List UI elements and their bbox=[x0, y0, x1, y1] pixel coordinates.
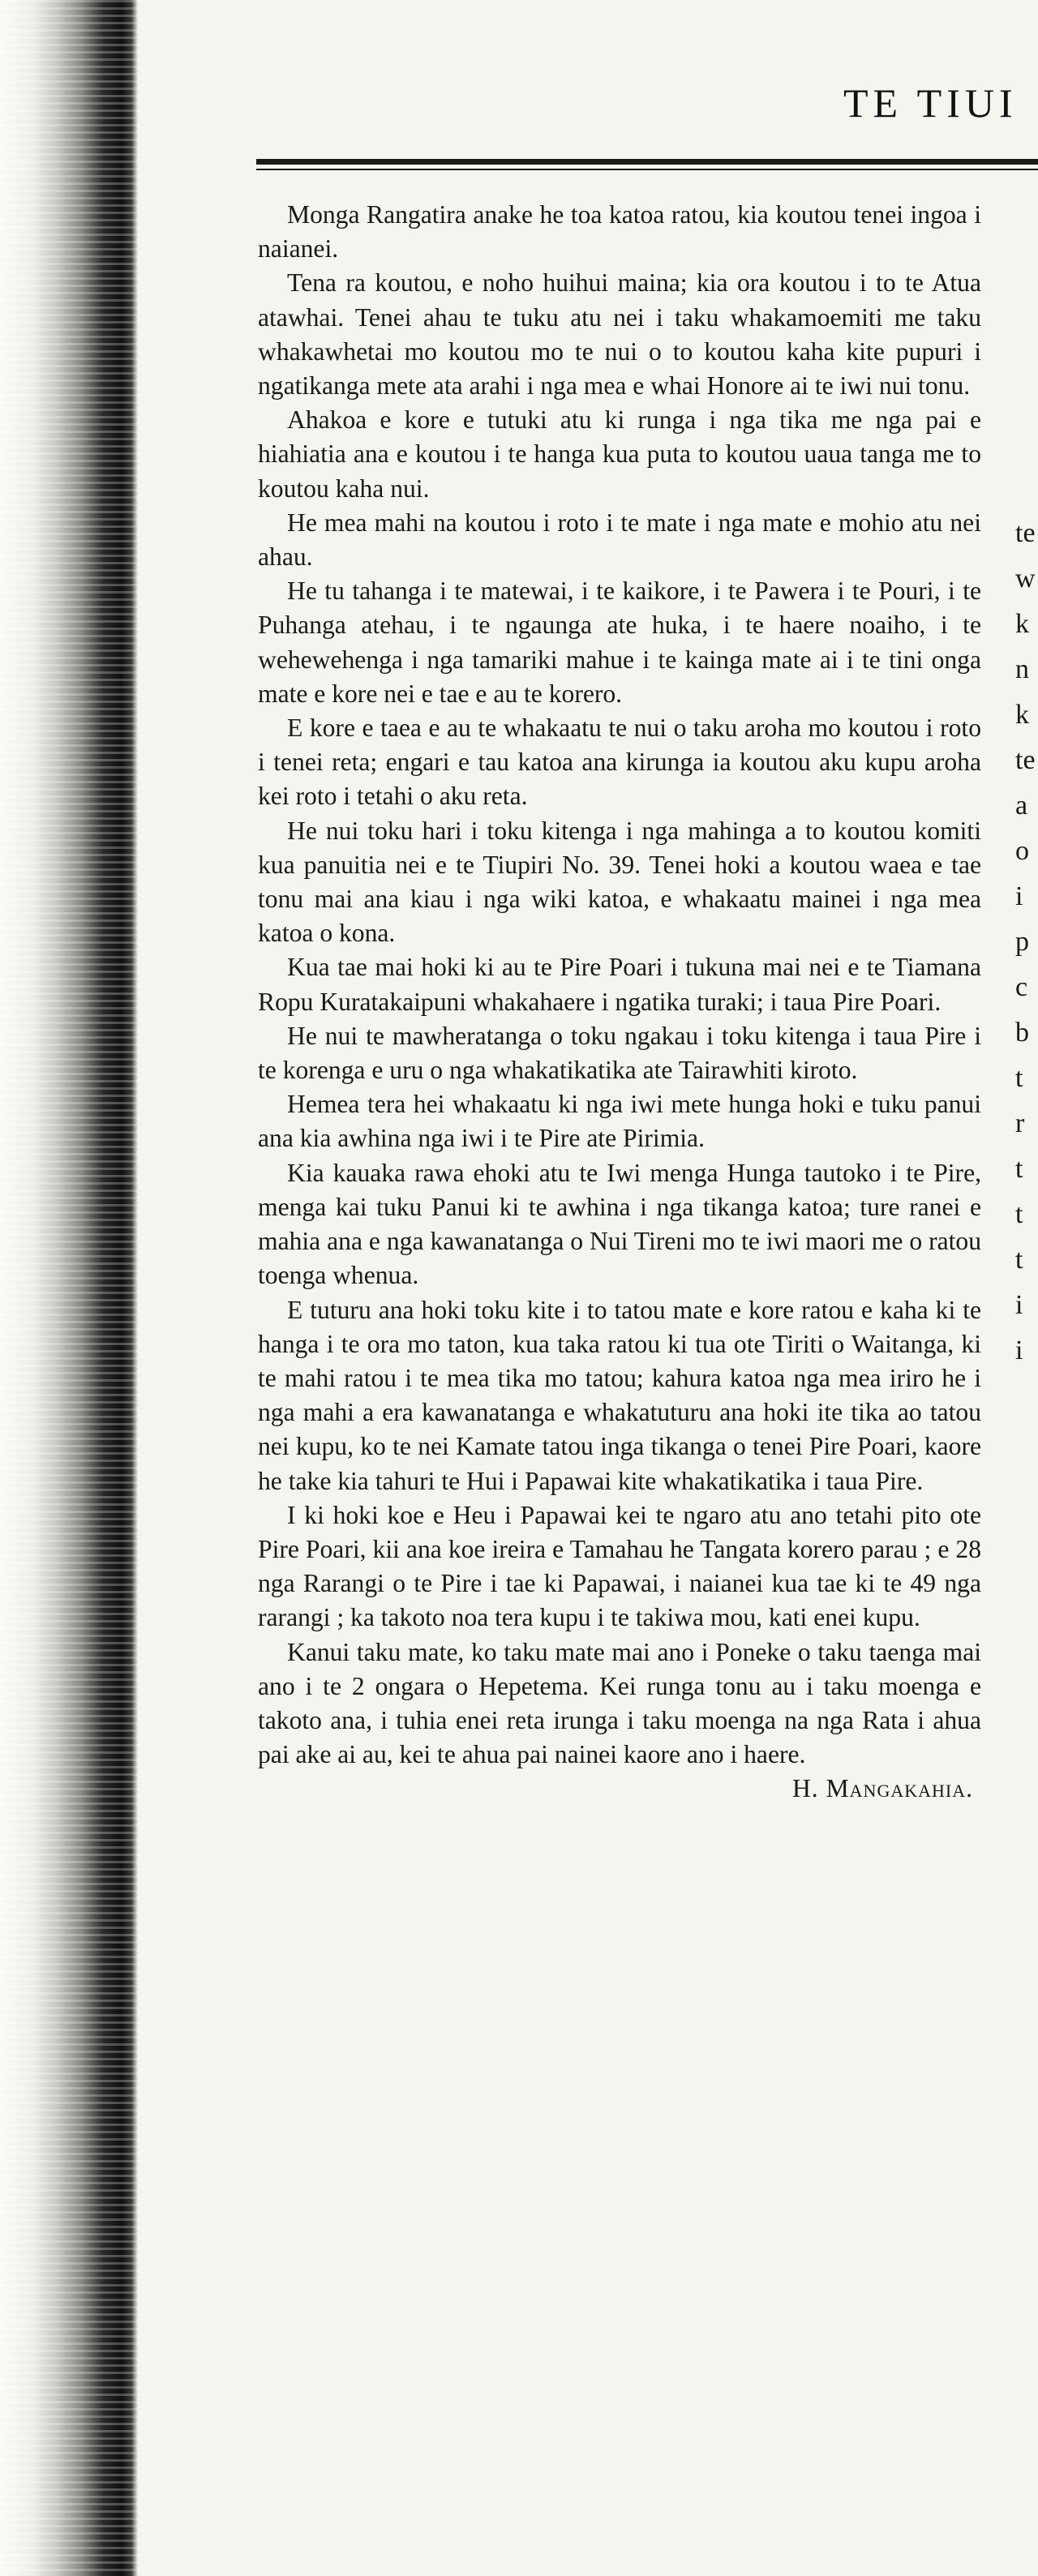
column-fragment-line: i bbox=[1015, 1335, 1023, 1365]
column-fragment-line: k bbox=[1015, 609, 1029, 639]
article-paragraph: I ki hoki koe e Heu i Papawai kei te ngaro atu ano tetahi pito ote Pire Poari, kii ana koe ireira e Tamahau he Tangata korero parau ; e 28 nga Rarangi o te Pire i tae ki Papawai, i naianei kua tae ki te 49 nga rarangi ; ka takoto noa tera kupu i te takiwa mou, kati enei kupu. bbox=[258, 1500, 981, 1632]
header-rule-thick bbox=[256, 159, 1038, 165]
article-column bbox=[258, 198, 981, 1807]
column-fragment-line: t bbox=[1015, 1245, 1023, 1275]
article-paragraph: He nui toku hari i toku kitenga i nga mahinga a to koutou komiti kua panuitia nei e te Tiupiri No. 39. Tenei hoki a koutou waea e tae tonu mai ana kiau i nga wiki katoa, e whakaatu mainei i nga mea katoa o kona. bbox=[258, 816, 981, 948]
article-paragraph: Tena ra koutou, e noho huihui maina; kia ora koutou i to te Atua atawhai. Tenei ahau te tuku atu nei i taku whakamoemiti me taku whakawhetai mo koutou mo te nui o to koutou kaha kite pupuri i ngatikanga mete ata arahi i nga mea e whai Honore ai te iwi nui tonu. bbox=[258, 268, 981, 401]
column-fragment-line: b bbox=[1015, 1018, 1029, 1048]
column-fragment-line: w bbox=[1015, 564, 1036, 594]
header-rule-thin bbox=[256, 169, 1038, 170]
column-fragment-line: a bbox=[1015, 791, 1028, 821]
column-fragment-line: t bbox=[1015, 1154, 1023, 1184]
article-paragraph: E tuturu ana hoki toku kite i to tatou mate e kore ratou e kaha ki te hanga i te ora mo taton, kua taka ratou ki tua ote Tiriti o Waitanga, ki te mahi ratou i te mea tika mo tatou; kahura katoa nga mea iriro he i nga mahi a era kawanatanga e whakatuturu ana hoki ite tika ao tatou nei kupu, ko te nei Kamate tatou inga tikanga o tenei Pire Poari, kaore he take kia tahuri te Hui i Papawai kite whakatikatika i taua Pire. bbox=[258, 1295, 981, 1495]
signature: H. Mangakahia. bbox=[791, 1774, 973, 1803]
article-paragraph: E kore e taea e au te whakaatu te nui o taku aroha mo koutou i roto i tenei reta; engari e tau katoa ana kirunga ia koutou aku kupu aroha kei roto i tetahi o aku reta. bbox=[258, 714, 981, 811]
binding-edge bbox=[0, 0, 138, 2576]
column-fragment-line: n bbox=[1015, 654, 1029, 684]
column-fragment-line: i bbox=[1015, 1290, 1023, 1320]
column-fragment-line: t bbox=[1015, 1199, 1023, 1229]
article-paragraph: He mea mahi na koutou i roto i te mate i nga mate e mohio atu nei ahau. bbox=[258, 508, 981, 572]
column-fragment-line: t bbox=[1015, 1063, 1023, 1093]
column-fragment-line: k bbox=[1015, 700, 1029, 730]
article-paragraph: Monga Rangatira anake he toa katoa ratou, kia koutou tenei ingoa i naianei. bbox=[258, 200, 981, 264]
column-fragment-line: o bbox=[1015, 836, 1029, 866]
column-fragment-line: c bbox=[1015, 972, 1028, 1002]
article-paragraph: Hemea tera hei whakaatu ki nga iwi mete hunga hoki e tuku panui ana kia awhina nga iwi i te Pire ate Pirimia. bbox=[258, 1090, 981, 1153]
adjacent-column-fragment bbox=[1015, 511, 1038, 1374]
column-fragment-line: te bbox=[1015, 745, 1036, 775]
article-paragraph: He tu tahanga i te matewai, i te kaikore, i te Pawera i te Pouri, i te Puhanga atehau, i te ngaunga ate huka, i te haere noaiho, i te wehewehenga i nga tamariki mahue i te kainga mate ai i te tini onga mate e kore nei e tae e au te korero. bbox=[258, 576, 981, 708]
column-fragment-line: r bbox=[1015, 1108, 1025, 1138]
column-fragment-line: p bbox=[1015, 927, 1029, 957]
article-paragraph: Kanui taku mate, ko taku mate mai ano i Poneke o taku taenga mai ano i te 2 ongara o Hepetema. Kei runga tonu au i taku moenga e takoto ana, i tuhia enei reta irunga i taku moenga na nga Rata i ahua pai ake ai au, kei te ahua pai nainei kaore ano i haere. bbox=[258, 1637, 981, 1769]
column-fragment-line: te bbox=[1015, 518, 1036, 548]
masthead-title: TE TIUI bbox=[843, 80, 1018, 126]
article-paragraph: Kua tae mai hoki ki au te Pire Poari i tukuna mai nei e te Tiamana Ropu Kuratakaipuni whakahaere i ngatika turaki; i taua Pire Poari. bbox=[258, 953, 981, 1016]
article-paragraph: Ahakoa e kore e tutuki atu ki runga i nga tika me nga pai e hiahiatia ana e koutou i te hanga kua puta to koutou uaua tanga me to koutou kaha nui. bbox=[258, 405, 981, 503]
column-fragment-line: i bbox=[1015, 881, 1023, 911]
article-paragraph: Kia kauaka rawa ehoki atu te Iwi menga Hunga tautoko i te Pire, menga kai tuku Panui ki te awhina i nga tikanga katoa; ture ranei e mahia ana e nga kawanatanga o Nui Tireni mo te iwi maori me o ratou toenga whenua. bbox=[258, 1158, 981, 1290]
article-paragraph: He nui te mawheratanga o toku ngakau i toku kitenga i taua Pire i te korenga e uru o nga whakatikatika ate Tairawhiti kiroto. bbox=[258, 1021, 981, 1085]
